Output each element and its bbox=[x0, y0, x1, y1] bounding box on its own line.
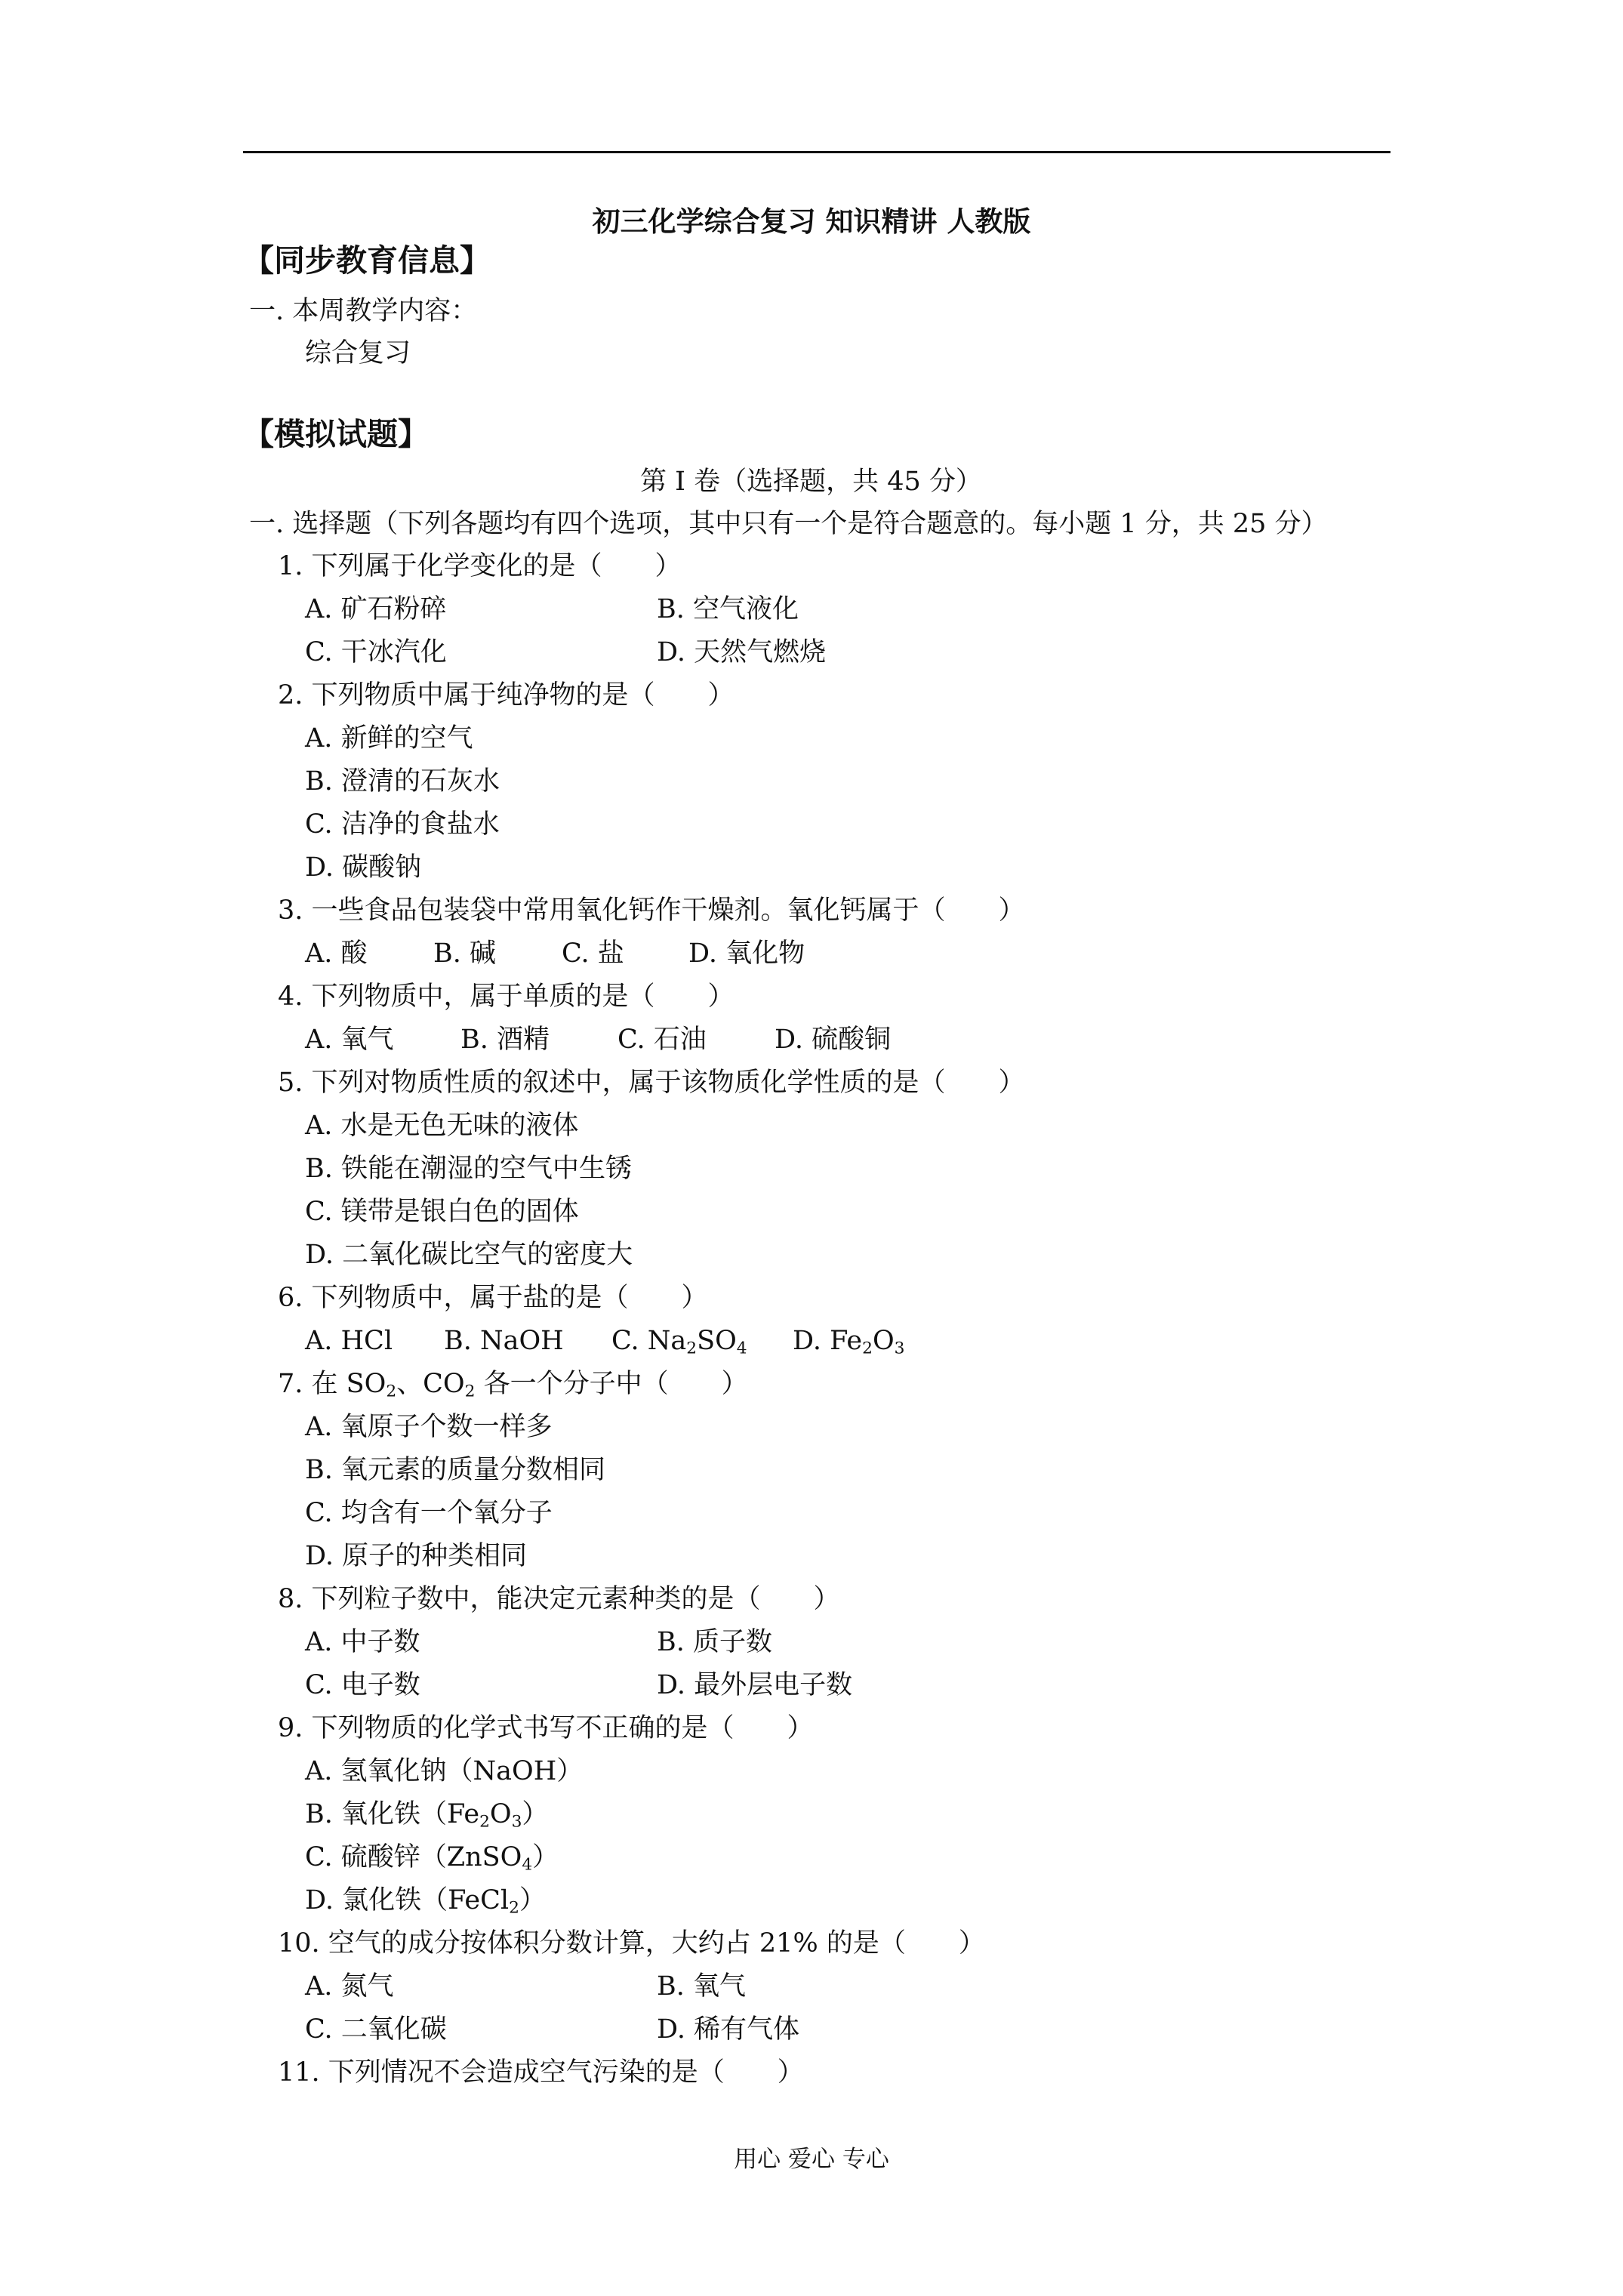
question-6-stem: 6. 下列物质中，属于盐的是（ ） bbox=[278, 1283, 708, 1313]
section-item-detail: 综合复习 bbox=[305, 338, 411, 368]
question-7-option-d: D. 原子的种类相同 bbox=[305, 1541, 528, 1571]
question-3-stem: 3. 一些食品包装袋中常用氧化钙作干燥剂。氧化钙属于（ ） bbox=[278, 895, 1025, 926]
question-3-option-d: D. 氧化物 bbox=[688, 938, 805, 969]
question-1-option-a: A. 矿石粉碎 bbox=[305, 594, 447, 624]
question-5-option-c: C. 镁带是银白色的固体 bbox=[305, 1197, 579, 1227]
question-3-option-c: C. 盐 bbox=[562, 938, 624, 969]
question-4-stem: 4. 下列物质中，属于单质的是（ ） bbox=[278, 982, 735, 1012]
question-4-option-c: C. 石油 bbox=[617, 1025, 707, 1055]
question-2-option-a: A. 新鲜的空气 bbox=[305, 723, 473, 754]
question-8-stem: 8. 下列粒子数中，能决定元素种类的是（ ） bbox=[278, 1584, 840, 1614]
question-9-option-a: A. 氢氧化钠（NaOH） bbox=[305, 1756, 584, 1786]
question-5-option-d: D. 二氧化碳比空气的密度大 bbox=[305, 1240, 633, 1270]
question-9-option-b: B. 氧化铁$(Fe_2O_3)$ bbox=[305, 1799, 549, 1832]
question-11-stem: 11. 下列情况不会造成空气污染的是（ ） bbox=[278, 2057, 804, 2088]
question-1-option-b: B. 空气液化 bbox=[657, 594, 799, 624]
question-4-option-a: A. 氧气 bbox=[305, 1025, 394, 1055]
question-5-stem: 5. 下列对物质性质的叙述中，属于该物质化学性质的是（ ） bbox=[278, 1068, 1025, 1098]
question-10-stem: 10. 空气的成分按体积分数计算，大约占 21% 的是（ ） bbox=[278, 1928, 985, 1959]
question-8-option-b: B. 质子数 bbox=[657, 1627, 772, 1657]
question-2-option-c: C. 洁净的食盐水 bbox=[305, 809, 500, 840]
question-5-option-b: B. 铁能在潮湿的空气中生锈 bbox=[305, 1154, 632, 1184]
question-10-option-d: D. 稀有气体 bbox=[657, 2014, 800, 2045]
question-1-stem: 1. 下列属于化学变化的是（ ） bbox=[278, 551, 682, 581]
question-4-option-d: D. 硫酸铜 bbox=[775, 1025, 892, 1055]
question-2-option-d: D. 碳酸钠 bbox=[305, 852, 422, 883]
question-3-option-a: A. 酸 bbox=[305, 938, 368, 969]
question-2-stem: 2. 下列物质中属于纯净物的是（ ） bbox=[278, 680, 735, 710]
question-9-option-c: C. 硫酸锌（ZnSO$_4$） bbox=[305, 1842, 559, 1875]
question-2-option-b: B. 澄清的石灰水 bbox=[305, 766, 500, 797]
question-9-option-d: D. 氯化铁（FeCl$_2$） bbox=[305, 1885, 546, 1918]
question-6-option-b: B. NaOH bbox=[444, 1326, 564, 1356]
question-9-stem: 9. 下列物质的化学式书写不正确的是（ ） bbox=[278, 1713, 814, 1743]
question-5-option-a: A. 水是无色无味的液体 bbox=[305, 1111, 579, 1141]
paper-title: 第 I 卷（选择题，共 45 分） bbox=[640, 467, 982, 497]
question-7-option-a: A. 氧原子个数一样多 bbox=[305, 1412, 553, 1442]
question-8-option-a: A. 中子数 bbox=[305, 1627, 420, 1657]
question-7-stem: 7. 在 $SO_2$、$CO_2$ 各一个分子中（ ） bbox=[278, 1369, 748, 1401]
part-instructions: 一. 选择题（下列各题均有四个选项，其中只有一个是符合题意的。每小题 1 分，共 25 分） bbox=[249, 509, 1328, 539]
question-3-option-b: B. 碱 bbox=[433, 938, 496, 969]
section-heading-sync-info: 【同步教育信息】 bbox=[243, 242, 491, 279]
question-1-option-d: D. 天然气燃烧 bbox=[657, 637, 827, 667]
question-1-option-c: C. 干冰汽化 bbox=[305, 637, 447, 667]
section-heading-mock-test: 【模拟试题】 bbox=[243, 416, 429, 452]
question-10-option-a: A. 氮气 bbox=[305, 1971, 394, 2002]
question-7-option-b: B. 氧元素的质量分数相同 bbox=[305, 1455, 605, 1485]
document-title: 初三化学综合复习 知识精讲 人教版 bbox=[592, 205, 1031, 238]
page-footer: 用心 爱心 专心 bbox=[734, 2146, 889, 2173]
question-8-option-d: D. 最外层电子数 bbox=[657, 1670, 853, 1700]
question-10-option-c: C. 二氧化碳 bbox=[305, 2014, 447, 2045]
question-8-option-c: C. 电子数 bbox=[305, 1670, 420, 1700]
question-6-option-c: C. $Na_2SO_4$ bbox=[611, 1326, 747, 1358]
question-10-option-b: B. 氧气 bbox=[657, 1971, 746, 2002]
question-6-option-a: A. HCl bbox=[305, 1326, 393, 1356]
question-4-option-b: B. 酒精 bbox=[460, 1025, 550, 1055]
header-rule bbox=[243, 151, 1390, 153]
question-7-option-c: C. 均含有一个氧分子 bbox=[305, 1498, 553, 1528]
question-6-option-d: D. $Fe_2O_3$ bbox=[793, 1326, 905, 1358]
section-item-weekly-content: 一. 本周教学内容： bbox=[249, 296, 478, 326]
